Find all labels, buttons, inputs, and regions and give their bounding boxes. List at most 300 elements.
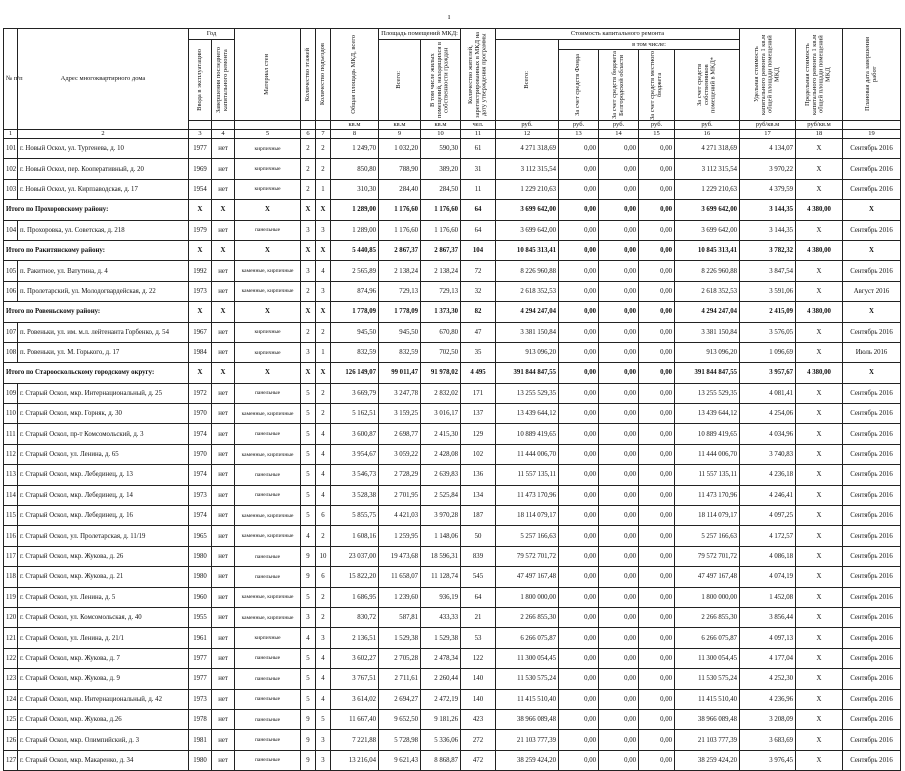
table-cell: X <box>796 669 843 689</box>
table-row <box>4 485 901 505</box>
table-cell: 4 177,04 <box>740 648 796 668</box>
table-cell: X <box>796 465 843 485</box>
table-cell: 1980 <box>189 567 212 587</box>
table-cell: 0,00 <box>639 628 675 648</box>
table-cell: 0,00 <box>559 587 599 607</box>
table-cell: 423 <box>461 709 496 729</box>
table-cell: 107 <box>4 322 18 342</box>
table-cell: 121 <box>4 628 18 648</box>
table-cell: 38 259 424,20 <box>496 750 559 770</box>
table-cell: 11 530 575,24 <box>675 669 740 689</box>
page-mark: ı <box>448 12 451 21</box>
table-cell: 47 <box>461 322 496 342</box>
column-number: 9 <box>379 130 421 139</box>
table-cell: 4 379,59 <box>740 179 796 199</box>
table-cell: 104 <box>4 220 18 240</box>
table-cell: 1969 <box>189 159 212 179</box>
table-cell: 50 <box>461 526 496 546</box>
table-cell: 0,00 <box>639 587 675 607</box>
table-cell: 0,00 <box>599 628 639 648</box>
table-cell: г. Старый Оскол, ул. Комсомольская, д. 40 <box>18 607 189 627</box>
table-cell: 5 <box>301 485 316 505</box>
table-cell: 2 694,27 <box>379 689 421 709</box>
table-cell: 433,33 <box>421 607 461 627</box>
header-cost: Стоимость капитального ремонта <box>496 29 740 40</box>
table-cell: 0,00 <box>559 709 599 729</box>
table-cell: 2 138,24 <box>379 261 421 281</box>
table-cell: 729,13 <box>379 281 421 301</box>
table-cell: 0,00 <box>639 546 675 566</box>
table-cell: 72 <box>461 261 496 281</box>
table-cell: 2 415,30 <box>421 424 461 444</box>
subtotal-cell: X <box>212 240 235 260</box>
table-cell: 5 <box>301 465 316 485</box>
table-cell: 4 086,18 <box>740 546 796 566</box>
table-cell: каменные, кирпичные <box>235 607 301 627</box>
table-cell: 1 148,06 <box>421 526 461 546</box>
table-row <box>4 526 901 546</box>
table-cell: 0,00 <box>559 485 599 505</box>
table-cell: X <box>796 342 843 362</box>
subtotal-cell: 104 <box>461 240 496 260</box>
unit-cell: руб/кв.м <box>740 121 796 130</box>
table-cell: нет <box>212 465 235 485</box>
table-cell: 0,00 <box>639 322 675 342</box>
table-cell: 3 <box>301 261 316 281</box>
subtotal-cell: X <box>316 200 331 220</box>
table-cell: 4 <box>301 526 316 546</box>
table-cell: г. Старый Оскол, мкр. Горняк, д. 30 <box>18 404 189 424</box>
table-row <box>4 444 901 464</box>
table-row <box>4 546 901 566</box>
table-cell: 13 255 529,35 <box>496 383 559 403</box>
table-cell: 2 565,89 <box>331 261 379 281</box>
table-cell: 79 572 701,72 <box>675 546 740 566</box>
table-cell: 3 <box>316 220 331 240</box>
table-cell: X <box>796 179 843 199</box>
table-cell: 4 421,03 <box>379 506 421 526</box>
table-cell: Сентябрь 2016 <box>843 648 901 668</box>
header-unit-cost: Удельная стоимость капитального ремонта 1 кв.м общей площади помещений МКД <box>752 34 781 115</box>
table-cell: 122 <box>4 648 18 668</box>
table-cell: 11 658,07 <box>379 567 421 587</box>
table-cell: 8 868,87 <box>421 750 461 770</box>
table-cell: 1 529,38 <box>421 628 461 648</box>
table-cell: Сентябрь 2016 <box>843 383 901 403</box>
table-cell: панельные <box>235 730 301 750</box>
subtotal-row <box>4 240 901 260</box>
table-cell: 0,00 <box>559 669 599 689</box>
subtotal-cell: 3 699 642,00 <box>496 200 559 220</box>
subtotal-cell: X <box>189 200 212 220</box>
table-row <box>4 424 901 444</box>
unit-cell: руб. <box>675 121 740 130</box>
subtotal-label: Итого по Прохоровскому району: <box>4 200 189 220</box>
column-number: 4 <box>212 130 235 139</box>
table-cell: 103 <box>4 179 18 199</box>
table-cell: 3 <box>301 220 316 240</box>
table-cell: 0,00 <box>599 404 639 424</box>
table-cell: 119 <box>4 587 18 607</box>
table-cell: 0,00 <box>639 444 675 464</box>
table-cell: X <box>796 567 843 587</box>
table-cell: 788,90 <box>379 159 421 179</box>
table-cell: 0,00 <box>639 424 675 444</box>
subtotal-cell: 1 289,00 <box>331 200 379 220</box>
table-cell: X <box>796 709 843 729</box>
table-cell: 2 428,08 <box>421 444 461 464</box>
table-cell: 1970 <box>189 444 212 464</box>
table-cell: каменные, кирпичные <box>235 404 301 424</box>
table-cell: кирпичные <box>235 179 301 199</box>
table-cell: X <box>796 139 843 159</box>
table-cell: 1977 <box>189 669 212 689</box>
table-cell: 4 134,07 <box>740 139 796 159</box>
table-cell: 5 <box>301 648 316 668</box>
table-cell: 0,00 <box>599 179 639 199</box>
subtotal-cell: 4 380,00 <box>796 363 843 383</box>
table-cell: 0,00 <box>559 648 599 668</box>
table-cell: каменные, кирпичные <box>235 281 301 301</box>
table-cell: 8 226 960,88 <box>675 261 740 281</box>
table-cell: 113 <box>4 465 18 485</box>
table-cell: 3 669,79 <box>331 383 379 403</box>
table-cell: 3 856,44 <box>740 607 796 627</box>
table-cell: 4 <box>316 261 331 281</box>
header-owners: За счет средств собственников помещений в МКД* <box>696 56 717 114</box>
table-cell: 0,00 <box>559 567 599 587</box>
table-cell: нет <box>212 628 235 648</box>
table-cell: X <box>796 322 843 342</box>
table-cell: панельные <box>235 546 301 566</box>
table-cell: 0,00 <box>639 342 675 362</box>
table-cell: 1973 <box>189 485 212 505</box>
table-cell: 3 767,51 <box>331 669 379 689</box>
table-cell: 1 032,20 <box>379 139 421 159</box>
subtotal-cell: 4 380,00 <box>796 240 843 260</box>
table-cell: 1980 <box>189 546 212 566</box>
table-cell: нет <box>212 261 235 281</box>
table-cell: г. Старый Оскол, пр-т Комсомольский, д. 3 <box>18 424 189 444</box>
subtotal-cell: X <box>212 363 235 383</box>
table-cell: 21 103 777,39 <box>496 730 559 750</box>
table-cell: 1 800 000,00 <box>496 587 559 607</box>
table-cell: нет <box>212 444 235 464</box>
table-cell: 936,19 <box>421 587 461 607</box>
table-row <box>4 281 901 301</box>
table-cell: 116 <box>4 526 18 546</box>
table-cell: 850,80 <box>331 159 379 179</box>
table-cell: 4 081,41 <box>740 383 796 403</box>
table-cell: г. Старый Оскол, мкр. Лебединец, д. 13 <box>18 465 189 485</box>
header-premises-total: Всего: <box>395 71 403 89</box>
subtotal-cell: X <box>189 363 212 383</box>
table-cell: 1 249,70 <box>331 139 379 159</box>
table-cell: нет <box>212 709 235 729</box>
table-cell: 0,00 <box>639 709 675 729</box>
table-cell: 0,00 <box>599 730 639 750</box>
header-year-repair: Завершения последнего капитального ремонта <box>215 47 229 114</box>
header-fund: За счет средств Фонда <box>574 54 582 116</box>
table-cell: 5 <box>301 506 316 526</box>
table-cell: 4 <box>316 485 331 505</box>
table-cell: нет <box>212 526 235 546</box>
column-number: 14 <box>599 130 639 139</box>
table-cell: 115 <box>4 506 18 526</box>
table-row <box>4 689 901 709</box>
subtotal-cell: 126 149,07 <box>331 363 379 383</box>
table-cell: 1974 <box>189 506 212 526</box>
table-cell: 5 <box>301 383 316 403</box>
table-cell: 64 <box>461 220 496 240</box>
table-cell: 5 257 166,63 <box>496 526 559 546</box>
table-cell: 0,00 <box>559 607 599 627</box>
unit-cell <box>316 121 331 130</box>
table-cell: 114 <box>4 485 18 505</box>
subtotal-cell: 0,00 <box>639 302 675 322</box>
table-cell: 0,00 <box>559 526 599 546</box>
unit-cell <box>843 121 901 130</box>
table-cell: 11 300 054,45 <box>675 648 740 668</box>
table-cell: 0,00 <box>599 506 639 526</box>
table-cell: Сентябрь 2016 <box>843 709 901 729</box>
table-cell: Сентябрь 2016 <box>843 628 901 648</box>
table-cell: 0,00 <box>639 506 675 526</box>
table-cell: 4 172,57 <box>740 526 796 546</box>
subtotal-cell: 3 782,32 <box>740 240 796 260</box>
table-cell: 6 <box>316 506 331 526</box>
table-cell: 3 546,73 <box>331 465 379 485</box>
table-cell: 64 <box>461 587 496 607</box>
table-cell: 3 683,69 <box>740 730 796 750</box>
table-cell: 127 <box>4 750 18 770</box>
table-cell: 53 <box>461 628 496 648</box>
table-cell: X <box>796 526 843 546</box>
table-cell: 1979 <box>189 220 212 240</box>
subtotal-cell: 4 380,00 <box>796 200 843 220</box>
table-cell: нет <box>212 179 235 199</box>
subtotal-row <box>4 200 901 220</box>
table-cell: нет <box>212 322 235 342</box>
table-cell: 31 <box>461 159 496 179</box>
table-cell: 2 <box>301 139 316 159</box>
table-cell: панельные <box>235 485 301 505</box>
subtotal-cell: 1 176,60 <box>379 200 421 220</box>
table-cell: 1977 <box>189 648 212 668</box>
subtotal-cell: X <box>301 302 316 322</box>
table-cell: X <box>796 587 843 607</box>
table-cell: 0,00 <box>559 281 599 301</box>
table-cell: X <box>796 159 843 179</box>
table-cell: панельные <box>235 424 301 444</box>
table-cell: 9 <box>301 546 316 566</box>
table-cell: 3 970,28 <box>421 506 461 526</box>
table-cell: 913 096,20 <box>675 342 740 362</box>
table-cell: 0,00 <box>599 587 639 607</box>
table-row <box>4 220 901 240</box>
table-cell: 2 <box>316 159 331 179</box>
table-cell: г. Старый Оскол, мкр. Интернациональный, д. 25 <box>18 383 189 403</box>
subtotal-cell: X <box>301 200 316 220</box>
table-cell: г. Старый Оскол, ул. Пролетарская, д. 11/19 <box>18 526 189 546</box>
table-cell: 23 037,00 <box>331 546 379 566</box>
unit-cell: руб/кв.м <box>796 121 843 130</box>
table-cell: 1973 <box>189 689 212 709</box>
table-cell: 0,00 <box>599 281 639 301</box>
table-cell: 0,00 <box>559 750 599 770</box>
table-cell: 2 <box>301 179 316 199</box>
table-cell: 2 <box>316 587 331 607</box>
table-cell: 3 600,87 <box>331 424 379 444</box>
table-cell: г. Новый Оскол, пер. Кооперативный, д. 20 <box>18 159 189 179</box>
table-cell: 0,00 <box>639 485 675 505</box>
table-cell: кирпичные <box>235 139 301 159</box>
subtotal-cell: 0,00 <box>639 240 675 260</box>
table-cell: 3 576,05 <box>740 322 796 342</box>
cost-breakdown-subheaders <box>559 50 739 120</box>
table-cell: нет <box>212 750 235 770</box>
table-row <box>4 139 901 159</box>
table-cell: кирпичные <box>235 159 301 179</box>
table-cell: 4 <box>316 465 331 485</box>
unit-cell <box>235 121 301 130</box>
table-cell: 101 <box>4 139 18 159</box>
table-cell: 2 <box>316 139 331 159</box>
subtotal-cell: 2 867,37 <box>421 240 461 260</box>
table-cell: 0,00 <box>559 261 599 281</box>
header-premises-area: Площадь помещений МКД: <box>379 29 461 40</box>
table-cell: каменные, кирпичные <box>235 506 301 526</box>
subtotal-cell: X <box>189 302 212 322</box>
table-cell: X <box>796 383 843 403</box>
table-cell: 11 415 510,40 <box>675 689 740 709</box>
table-cell: 0,00 <box>639 465 675 485</box>
table-cell: каменные, кирпичные <box>235 587 301 607</box>
subtotal-cell: X <box>843 200 901 220</box>
table-cell: 1 686,95 <box>331 587 379 607</box>
table-cell: 136 <box>461 465 496 485</box>
subtotal-label: Итого по Ракитянскому району: <box>4 240 189 260</box>
table-cell: Сентябрь 2016 <box>843 730 901 750</box>
column-number: 5 <box>235 130 301 139</box>
table-cell: 35 <box>461 342 496 362</box>
table-cell: X <box>796 220 843 240</box>
table-cell: 4 252,30 <box>740 669 796 689</box>
table-cell: 1981 <box>189 730 212 750</box>
unit-cell: чел. <box>461 121 496 130</box>
table-row <box>4 587 901 607</box>
table-cell: г. Старый Оскол, ул. Ленина, д. 5 <box>18 587 189 607</box>
table-cell: 0,00 <box>639 139 675 159</box>
table-cell: панельные <box>235 709 301 729</box>
table-cell: 0,00 <box>599 546 639 566</box>
table-cell: 5 728,98 <box>379 730 421 750</box>
table-cell: 0,00 <box>639 730 675 750</box>
table-cell: Сентябрь 2016 <box>843 465 901 485</box>
table-row <box>4 730 901 750</box>
subtotal-cell: 391 844 847,55 <box>496 363 559 383</box>
table-cell: 11 530 575,24 <box>496 669 559 689</box>
table-cell: 1973 <box>189 281 212 301</box>
table-cell: 9 652,50 <box>379 709 421 729</box>
table-cell: 587,81 <box>379 607 421 627</box>
table-cell: X <box>796 444 843 464</box>
subtotal-cell: X <box>316 240 331 260</box>
table-cell: нет <box>212 220 235 240</box>
column-number: 7 <box>316 130 331 139</box>
table-cell: X <box>796 730 843 750</box>
subtotal-cell: 0,00 <box>559 200 599 220</box>
column-number: 17 <box>740 130 796 139</box>
table-cell: 4 097,13 <box>740 628 796 648</box>
table-cell: 0,00 <box>559 689 599 709</box>
table-cell: 1 289,00 <box>331 220 379 240</box>
table-cell: 0,00 <box>559 404 599 424</box>
column-number: 16 <box>675 130 740 139</box>
table-cell: 1 096,69 <box>740 342 796 362</box>
table-cell: 3 614,02 <box>331 689 379 709</box>
table-cell: 3 <box>301 342 316 362</box>
table-cell: Сентябрь 2016 <box>843 689 901 709</box>
table-cell: 1961 <box>189 628 212 648</box>
table-cell: 1992 <box>189 261 212 281</box>
column-number: 19 <box>843 130 901 139</box>
table-cell: 4 074,19 <box>740 567 796 587</box>
table-cell: 21 103 777,39 <box>675 730 740 750</box>
table-cell: X <box>796 546 843 566</box>
table-cell: 3 016,17 <box>421 404 461 424</box>
header-premises-owned: В том числе жилых помещений, находящихся в собственности граждан <box>429 41 450 119</box>
table-cell: 61 <box>461 139 496 159</box>
table-cell: Сентябрь 2016 <box>843 750 901 770</box>
table-cell: 2 266 855,30 <box>496 607 559 627</box>
subtotal-cell: 2 867,37 <box>379 240 421 260</box>
table-cell: г. Старый Оскол, ул. Ленина, д. 21/1 <box>18 628 189 648</box>
subtotal-cell: 3 699 642,00 <box>675 200 740 220</box>
table-cell: 0,00 <box>599 648 639 668</box>
table-cell: 3 847,54 <box>740 261 796 281</box>
table-cell: кирпичные <box>235 628 301 648</box>
table-cell: п. Ракитное, ул. Ватутина, д. 4 <box>18 261 189 281</box>
table-cell: 2 266 855,30 <box>675 607 740 627</box>
table-cell: 4 <box>316 669 331 689</box>
table-cell: 874,96 <box>331 281 379 301</box>
table-cell: панельные <box>235 383 301 403</box>
table-cell: 3 059,22 <box>379 444 421 464</box>
column-numbers-row <box>4 130 901 139</box>
table-cell: 2 <box>316 607 331 627</box>
subtotal-cell: 0,00 <box>559 363 599 383</box>
table-cell: 4 097,25 <box>740 506 796 526</box>
table-cell: 830,72 <box>331 607 379 627</box>
table-cell: нет <box>212 159 235 179</box>
table-cell: 137 <box>461 404 496 424</box>
table-cell: 171 <box>461 383 496 403</box>
subtotal-cell: 82 <box>461 302 496 322</box>
table-cell: 2 <box>301 281 316 301</box>
unit-cell: руб. <box>639 121 675 130</box>
table-cell: 4 236,18 <box>740 465 796 485</box>
subtotal-row <box>4 363 901 383</box>
table-cell: 702,50 <box>421 342 461 362</box>
table-cell: 140 <box>461 689 496 709</box>
subtotal-cell: X <box>212 302 235 322</box>
subtotal-cell: X <box>316 363 331 383</box>
table-cell: панельные <box>235 648 301 668</box>
table-cell: 134 <box>461 485 496 505</box>
subtotal-label: Итого по Ровеньскому району: <box>4 302 189 322</box>
subtotal-cell: 0,00 <box>599 302 639 322</box>
